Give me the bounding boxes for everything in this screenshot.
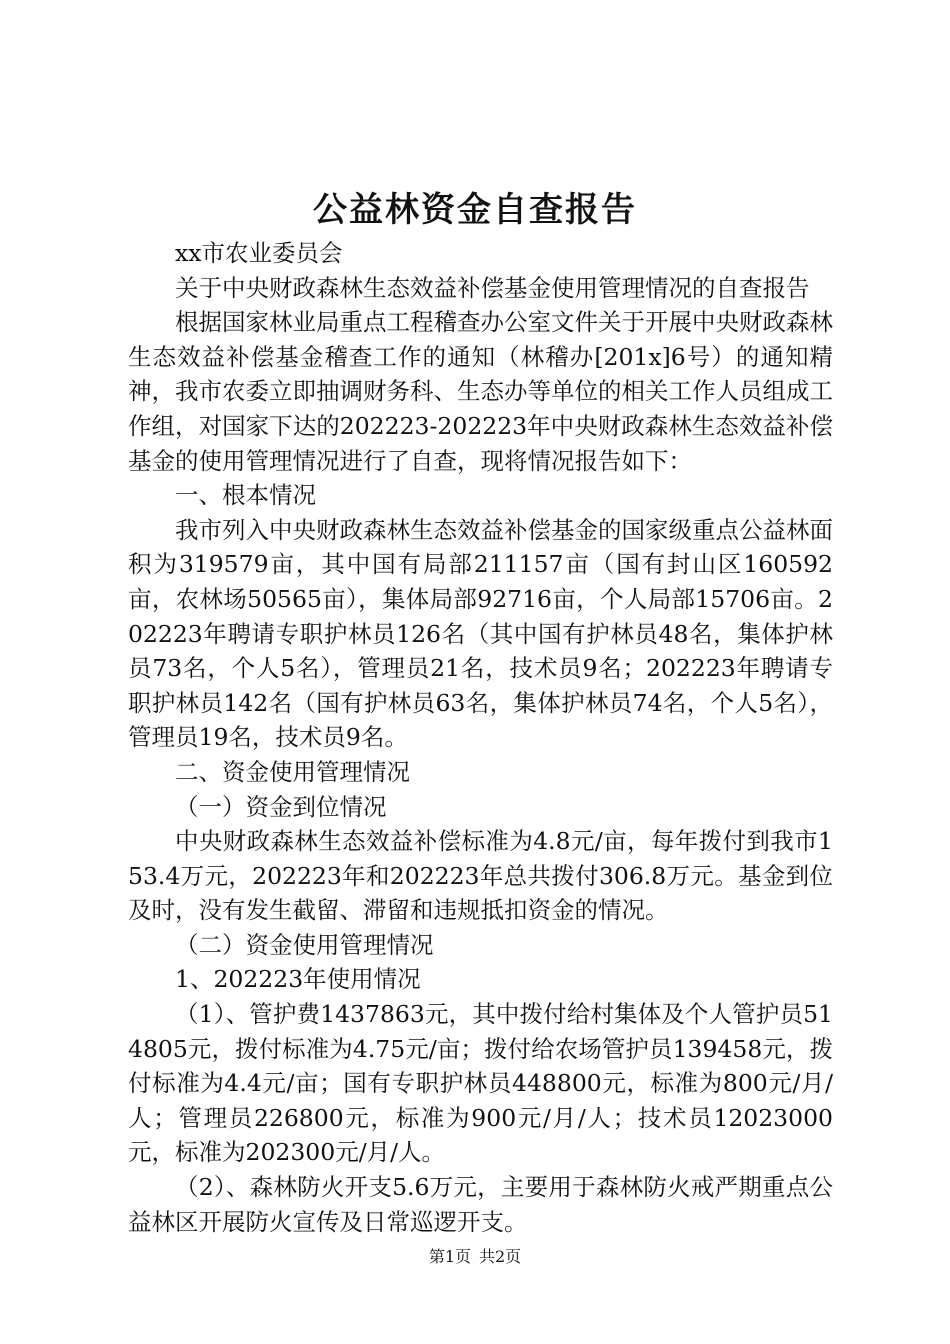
page-footer (0, 1244, 950, 1267)
section-heading-basic: 一、根本情况 (175, 481, 316, 510)
page-number-total: 共2页 (479, 1247, 522, 1266)
paragraph-subject: 关于中央财政森林生态效益补偿基金使用管理情况的自查报告 (175, 273, 810, 302)
paragraph-fire-prevention: （2）、森林防火开支5.6万元，主要用于森林防火戒严期重点公益林区开展防火宣传及日常巡逻开支。 (128, 1173, 833, 1236)
subsection-heading-fund-arrival: （一）资金到位情况 (175, 792, 387, 821)
paragraph-fund-arrival: 中央财政森林生态效益补偿标准为4.8元/亩，每年拨付到我市153.4万元，202223年和202223年总共拨付306.8万元。基金到位及时，没有发生截留、滞留和违规抵扣资金的情况。 (128, 827, 833, 925)
document-body (128, 236, 833, 1239)
paragraph-intro: 根据国家林业局重点工程稽查办公室文件关于开展中央财政森林生态效益补偿基金稽查工作的通知（林稽办[201x]6号）的通知精神，我市农委立即抽调财务科、生态办等单位的相关工作人员组成工作组，对国家下达的202223-202223年中央财政森林生态效益补偿基金的使用管理情况进行了自查，现将情况报告如下： (128, 308, 833, 475)
page-number-current: 第1页 (428, 1247, 471, 1266)
document-title: 公益林资金自查报告 (313, 190, 637, 230)
paragraph-management-fee: （1）、管护费1437863元，其中拨付给村集体及个人管护员514805元，拨付标准为4.75元/亩；拨付给农场管护员139458元，拨付标准为4.4元/亩；国有专职护林员448800元，标准为800元/月/人；管理员226800元，标准为900元/月/人；技术员12023000元，标准为202300元/月/人。 (128, 1000, 833, 1167)
section-heading-fund-management: 二、资金使用管理情况 (175, 757, 410, 786)
paragraph-basic-situation: 我市列入中央财政森林生态效益补偿基金的国家级重点公益林面积为319579亩，其中国有局部211157亩（国有封山区160592亩，农林场50565亩），集体局部92716亩，个人局部15706亩。202223年聘请专职护林员126名（其中国有护林员48名，集体护林员73名，个人5名），管理员21名，技术员9名；202223年聘请专职护林员142名（国有护林员63名，集体护林员74名，个人5名），管理员19名，技术员9名。 (128, 515, 833, 752)
subsection-heading-fund-usage: （二）资金使用管理情况 (175, 930, 434, 959)
item-heading-usage-year: 1、202223年使用情况 (175, 965, 421, 994)
paragraph-recipient: xx市农业委员会 (175, 239, 343, 267)
